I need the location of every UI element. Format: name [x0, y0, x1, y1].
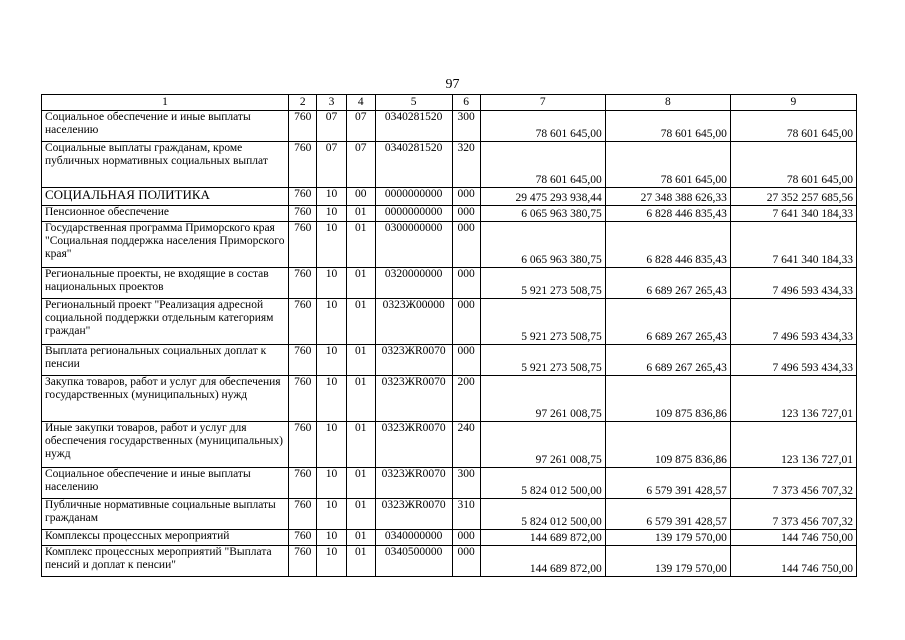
- amount-col-9: 7 373 456 707,32: [730, 468, 856, 499]
- table-row: [42, 268, 857, 299]
- item-name: СОЦИАЛЬНАЯ ПОЛИТИКА: [42, 188, 289, 206]
- amount-col-9: 123 136 727,01: [730, 422, 856, 468]
- ministry-code: 760: [289, 499, 317, 530]
- section-code: 07: [317, 111, 346, 142]
- amount-col-7: 144 689 872,00: [480, 530, 605, 546]
- amount-col-7: 78 601 645,00: [480, 142, 605, 188]
- item-name: Региональные проекты, не входящие в состав национальных проектов: [42, 268, 289, 299]
- budget-table: [41, 94, 857, 577]
- amount-col-8: 78 601 645,00: [605, 142, 730, 188]
- amount-col-9: 144 746 750,00: [730, 546, 856, 577]
- expense-type-code: 300: [452, 468, 480, 499]
- amount-col-7: 29 475 293 938,44: [480, 188, 605, 206]
- item-name: Региональный проект "Реализация адресной социальной поддержки отдельным категориям граждан": [42, 299, 289, 345]
- section-code: 07: [317, 142, 346, 188]
- column-header: 5: [375, 95, 452, 111]
- subsection-code: 07: [346, 142, 375, 188]
- amount-col-7: 5 921 273 508,75: [480, 268, 605, 299]
- amount-col-8: 6 828 446 835,43: [605, 206, 730, 222]
- table-row: [42, 530, 857, 546]
- item-name: Социальное обеспечение и иные выплаты населению: [42, 111, 289, 142]
- ministry-code: 760: [289, 422, 317, 468]
- target-article-code: 0340000000: [375, 530, 452, 546]
- amount-col-9: 7 641 340 184,33: [730, 222, 856, 268]
- ministry-code: 760: [289, 206, 317, 222]
- target-article-code: 0323ЖR0070: [375, 345, 452, 376]
- amount-col-8: 6 689 267 265,43: [605, 345, 730, 376]
- item-name: Комплекс процессных мероприятий "Выплата пенсий и доплат к пенсии": [42, 546, 289, 577]
- expense-type-code: 320: [452, 142, 480, 188]
- table-row: [42, 499, 857, 530]
- ministry-code: 760: [289, 468, 317, 499]
- amount-col-8: 6 828 446 835,43: [605, 222, 730, 268]
- section-code: 10: [317, 345, 346, 376]
- target-article-code: 0340281520: [375, 111, 452, 142]
- table-row: [42, 142, 857, 188]
- table-row: [42, 111, 857, 142]
- item-name: Иные закупки товаров, работ и услуг для обеспечения государственных (муниципальных) нужд: [42, 422, 289, 468]
- expense-type-code: 000: [452, 299, 480, 345]
- target-article-code: 0323ЖR0070: [375, 468, 452, 499]
- amount-col-9: 7 373 456 707,32: [730, 499, 856, 530]
- amount-col-7: 78 601 645,00: [480, 111, 605, 142]
- subsection-code: 01: [346, 546, 375, 577]
- amount-col-9: 7 496 593 434,33: [730, 345, 856, 376]
- amount-col-7: 6 065 963 380,75: [480, 206, 605, 222]
- amount-col-9: 78 601 645,00: [730, 111, 856, 142]
- amount-col-9: 7 496 593 434,33: [730, 299, 856, 345]
- subsection-code: 01: [346, 422, 375, 468]
- expense-type-code: 310: [452, 499, 480, 530]
- table-row: [42, 299, 857, 345]
- subsection-code: 01: [346, 206, 375, 222]
- amount-col-7: 97 261 008,75: [480, 376, 605, 422]
- expense-type-code: 000: [452, 222, 480, 268]
- target-article-code: 0320000000: [375, 268, 452, 299]
- amount-col-8: 6 689 267 265,43: [605, 299, 730, 345]
- ministry-code: 760: [289, 376, 317, 422]
- item-name: Публичные нормативные социальные выплаты гражданам: [42, 499, 289, 530]
- amount-col-9: 123 136 727,01: [730, 376, 856, 422]
- table-row: [42, 188, 857, 206]
- amount-col-8: 139 179 570,00: [605, 530, 730, 546]
- ministry-code: 760: [289, 111, 317, 142]
- expense-type-code: 000: [452, 188, 480, 206]
- column-header: 1: [42, 95, 289, 111]
- target-article-code: 0323ЖR0070: [375, 499, 452, 530]
- item-name: Выплата региональных социальных доплат к пенсии: [42, 345, 289, 376]
- subsection-code: 01: [346, 222, 375, 268]
- subsection-code: 01: [346, 499, 375, 530]
- item-name: Социальное обеспечение и иные выплаты населению: [42, 468, 289, 499]
- table-header-row: [42, 95, 857, 111]
- ministry-code: 760: [289, 188, 317, 206]
- ministry-code: 760: [289, 222, 317, 268]
- subsection-code: 00: [346, 188, 375, 206]
- section-code: 10: [317, 530, 346, 546]
- target-article-code: 0000000000: [375, 206, 452, 222]
- column-header: 3: [317, 95, 346, 111]
- subsection-code: 07: [346, 111, 375, 142]
- target-article-code: 0340281520: [375, 142, 452, 188]
- amount-col-8: 6 579 391 428,57: [605, 499, 730, 530]
- expense-type-code: 000: [452, 546, 480, 577]
- column-header: 7: [480, 95, 605, 111]
- amount-col-8: 27 348 388 626,33: [605, 188, 730, 206]
- amount-col-8: 139 179 570,00: [605, 546, 730, 577]
- amount-col-8: 109 875 836,86: [605, 422, 730, 468]
- expense-type-code: 000: [452, 206, 480, 222]
- section-code: 10: [317, 268, 346, 299]
- expense-type-code: 000: [452, 345, 480, 376]
- item-name: Государственная программа Приморского края "Социальная поддержка населения Приморского края": [42, 222, 289, 268]
- item-name: Комплексы процессных мероприятий: [42, 530, 289, 546]
- amount-col-7: 144 689 872,00: [480, 546, 605, 577]
- column-header: 6: [452, 95, 480, 111]
- subsection-code: 01: [346, 468, 375, 499]
- item-name: Социальные выплаты гражданам, кроме публичных нормативных социальных выплат: [42, 142, 289, 188]
- amount-col-9: 7 641 340 184,33: [730, 206, 856, 222]
- column-header: 2: [289, 95, 317, 111]
- amount-col-7: 5 921 273 508,75: [480, 345, 605, 376]
- table-row: [42, 422, 857, 468]
- amount-col-8: 6 689 267 265,43: [605, 268, 730, 299]
- item-name: Пенсионное обеспечение: [42, 206, 289, 222]
- subsection-code: 01: [346, 376, 375, 422]
- ministry-code: 760: [289, 142, 317, 188]
- table-row: [42, 222, 857, 268]
- column-header: 4: [346, 95, 375, 111]
- amount-col-9: 27 352 257 685,56: [730, 188, 856, 206]
- section-code: 10: [317, 299, 346, 345]
- table-row: [42, 468, 857, 499]
- column-header: 9: [730, 95, 856, 111]
- target-article-code: 0323Ж00000: [375, 299, 452, 345]
- ministry-code: 760: [289, 345, 317, 376]
- subsection-code: 01: [346, 268, 375, 299]
- amount-col-9: 144 746 750,00: [730, 530, 856, 546]
- section-code: 10: [317, 546, 346, 577]
- amount-col-9: 78 601 645,00: [730, 142, 856, 188]
- expense-type-code: 300: [452, 111, 480, 142]
- target-article-code: 0323ЖR0070: [375, 422, 452, 468]
- ministry-code: 760: [289, 268, 317, 299]
- section-code: 10: [317, 188, 346, 206]
- amount-col-7: 5 824 012 500,00: [480, 499, 605, 530]
- section-code: 10: [317, 222, 346, 268]
- page-number: 97: [445, 77, 460, 92]
- expense-type-code: 000: [452, 268, 480, 299]
- section-code: 10: [317, 468, 346, 499]
- expense-type-code: 000: [452, 530, 480, 546]
- section-code: 10: [317, 206, 346, 222]
- amount-col-9: 7 496 593 434,33: [730, 268, 856, 299]
- table-row: [42, 376, 857, 422]
- ministry-code: 760: [289, 530, 317, 546]
- target-article-code: 0323ЖR0070: [375, 376, 452, 422]
- ministry-code: 760: [289, 299, 317, 345]
- item-name: Закупка товаров, работ и услуг для обеспечения государственных (муниципальных) нужд: [42, 376, 289, 422]
- subsection-code: 01: [346, 345, 375, 376]
- section-code: 10: [317, 499, 346, 530]
- expense-type-code: 240: [452, 422, 480, 468]
- table-row: [42, 546, 857, 577]
- expense-type-code: 200: [452, 376, 480, 422]
- target-article-code: 0340500000: [375, 546, 452, 577]
- amount-col-8: 109 875 836,86: [605, 376, 730, 422]
- section-code: 10: [317, 376, 346, 422]
- amount-col-7: 5 921 273 508,75: [480, 299, 605, 345]
- amount-col-7: 6 065 963 380,75: [480, 222, 605, 268]
- table-row: [42, 206, 857, 222]
- amount-col-7: 5 824 012 500,00: [480, 468, 605, 499]
- subsection-code: 01: [346, 530, 375, 546]
- amount-col-8: 78 601 645,00: [605, 111, 730, 142]
- table-row: [42, 345, 857, 376]
- section-code: 10: [317, 422, 346, 468]
- amount-col-8: 6 579 391 428,57: [605, 468, 730, 499]
- ministry-code: 760: [289, 546, 317, 577]
- subsection-code: 01: [346, 299, 375, 345]
- target-article-code: 0000000000: [375, 188, 452, 206]
- amount-col-7: 97 261 008,75: [480, 422, 605, 468]
- column-header: 8: [605, 95, 730, 111]
- target-article-code: 0300000000: [375, 222, 452, 268]
